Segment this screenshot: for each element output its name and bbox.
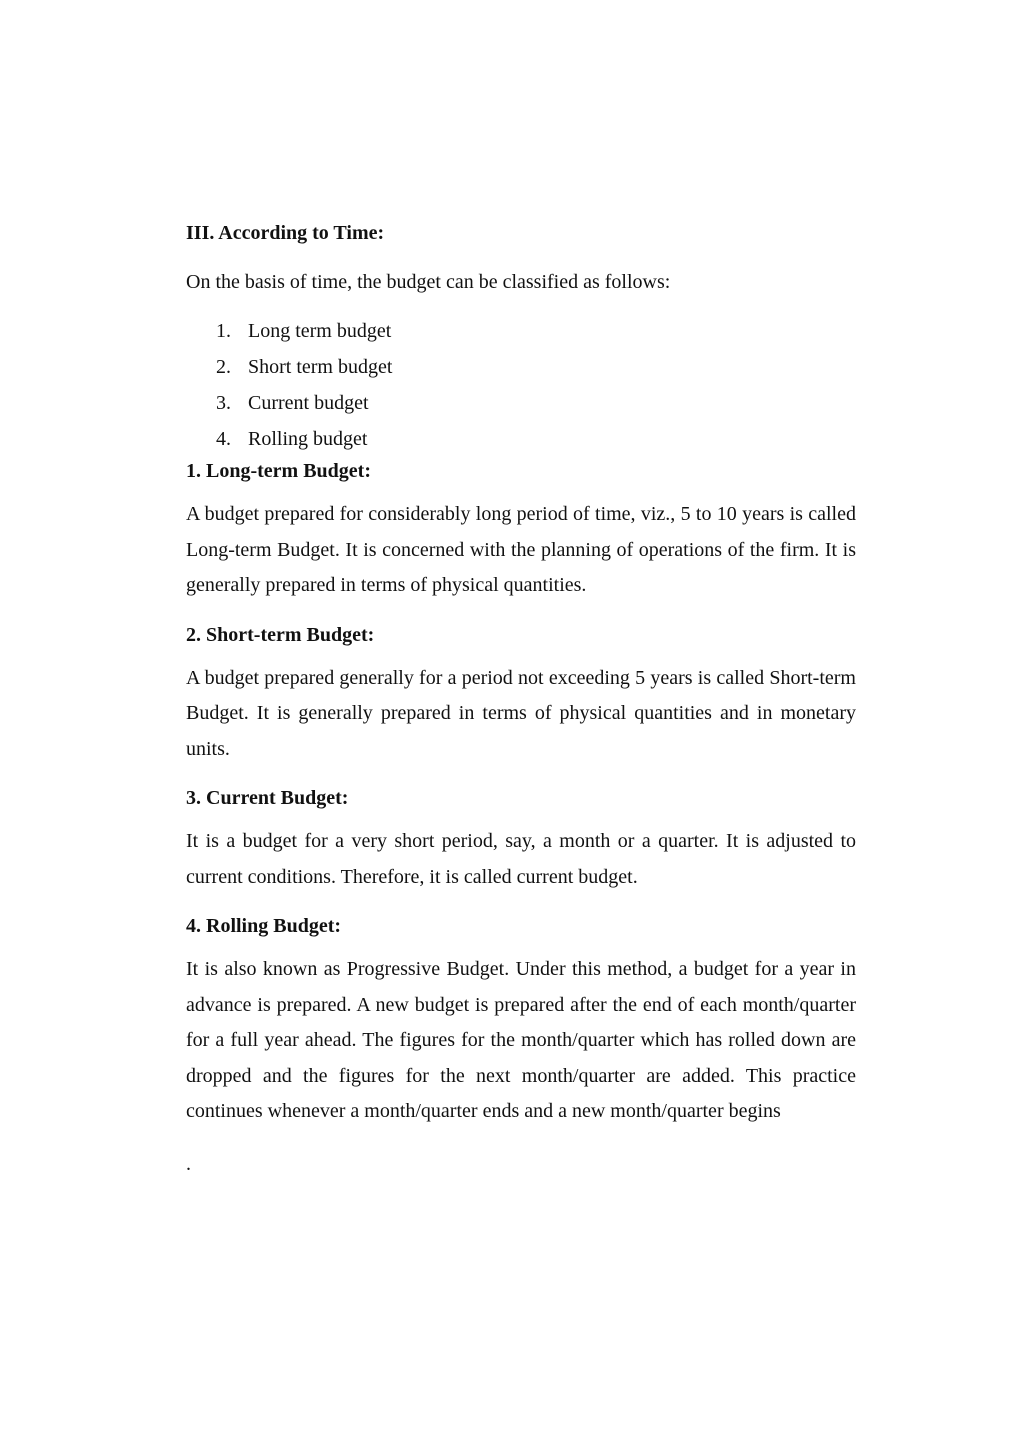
list-item bbox=[186, 385, 856, 421]
list-item bbox=[186, 421, 856, 457]
short-term-budget-heading: 2. Short-term Budget: bbox=[186, 623, 375, 646]
list-item bbox=[186, 313, 856, 349]
long-term-budget-heading: 1. Long-term Budget: bbox=[186, 460, 371, 482]
list-item-number: 4. bbox=[216, 428, 231, 450]
rolling-budget-heading: 4. Rolling Budget: bbox=[186, 915, 342, 937]
list-item-label: Long term budget bbox=[248, 320, 392, 342]
long-term-budget-body: A budget prepared for considerably long period of time, viz., 5 to 10 years is called Long-term Budget. It is concerned with the planning of operations of the firm. It is generally prepared in terms of physical quantities. bbox=[186, 503, 856, 596]
list-item-number: 2. bbox=[216, 356, 231, 378]
list-item-number: 3. bbox=[216, 392, 231, 414]
list-item-label: Rolling budget bbox=[248, 428, 368, 450]
intro-paragraph: On the basis of time, the budget can be classified as follows: bbox=[186, 271, 671, 293]
list-item-label: Short term budget bbox=[248, 356, 393, 378]
budget-type-list bbox=[186, 313, 856, 457]
trailing-period: . bbox=[186, 1152, 191, 1175]
rolling-budget-body: It is also known as Progressive Budget. Under this method, a budget for a year in advance is prepared. A new budget is prepared after the end of each month/quarter for a full year ahead. The figures for the month/quarter which has rolled down are dropped and the figures for the next month/quarter are added. This practice continues whenever a month/quarter ends and a new month/quarter begins bbox=[186, 958, 856, 1122]
document-page bbox=[186, 219, 856, 1178]
current-budget-body: It is a budget for a very short period, say, a month or a quarter. It is adjusted to current conditions. Therefore, it is called current budget. bbox=[186, 830, 856, 888]
list-item-label: Current budget bbox=[248, 392, 369, 414]
list-item bbox=[186, 349, 856, 385]
current-budget-heading: 3. Current Budget: bbox=[186, 787, 349, 809]
list-item-number: 1. bbox=[216, 320, 231, 342]
short-term-budget-body: A budget prepared generally for a period not exceeding 5 years is called Short-term Budget. It is generally prepared in terms of physical quantities and in monetary units. bbox=[186, 666, 856, 760]
section-heading-according-to-time: III. According to Time: bbox=[186, 222, 385, 244]
